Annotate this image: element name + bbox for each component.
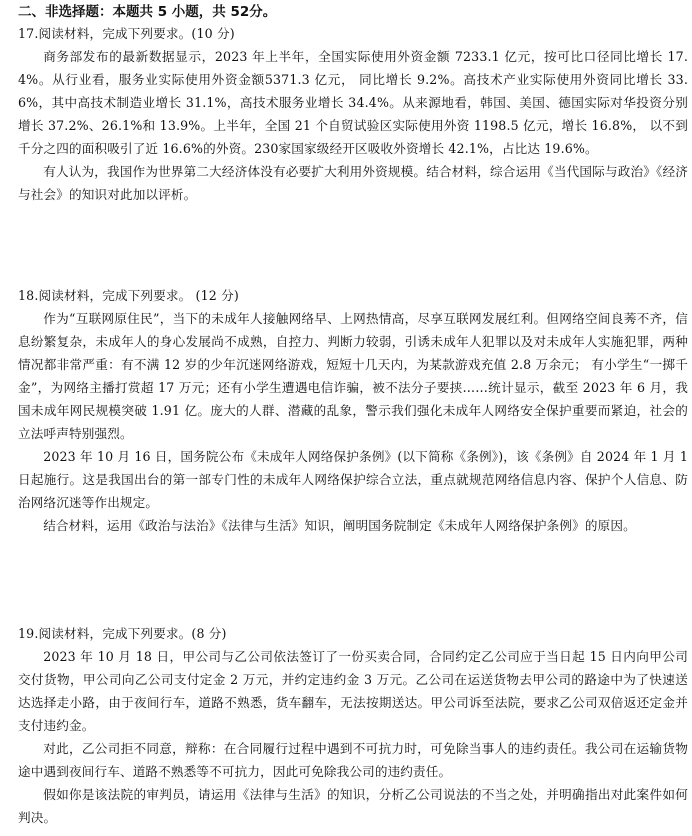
question-paragraph: 对此，乙公司拒不同意，辩称：在合同履行过程中遇到不可抗力时，可免除当事人的违约责任。我公司在运输货物途中遇到夜间行车、道路不熟悉等不可抗力，因此可免除我公司的违约责任。: [18, 741, 688, 779]
section-heading: 二、非选择题：本题共 5 小题，共 52分。: [18, 4, 277, 20]
question-title: 19.阅读材料，完成下列要求。(8 分): [18, 626, 227, 641]
question-paragraph: 2023 年 10 月 18 日，甲公司与乙公司依法签订了一份买卖合同，合同约定乙公司应于当日起 15 日内向甲公司交付货物，甲公司向乙公司支付定金 2 万元，并约定违约金 3 万元。乙公司在运送货物去甲公司的路途中为了快速送达选择走小路，由于夜间行车，道路不熟悉，货车翻车，无法按期送达。甲公司诉至法院，要求乙公司双倍返还定金并支付违约金。: [18, 649, 688, 733]
question-paragraph: 商务部发布的最新数据显示，2023 年上半年，全国实际使用外资金额 7233.1 亿元，按可比口径同比增长 17.4%。从行业看，服务业实际使用外资金额5371.3 亿元， 同比增长 9.2%。高技术产业实际使用外资同比增长 33.6%，其中高技术制造业增长 31.1%，高技术服务业增长 34.4%。从来源地看，韩国、美国、德国实际对华投资分别增长 37.2%、26.1%和 13.9%。上半年，全国 21 个自贸试验区实际使用外资 1198.5 亿元，增长 16.8%， 以不到千分之四的面积吸引了近 16.6%的外资。230家国家级经开区吸收外资增长 42.1%，占比达 19.6%。: [18, 49, 688, 156]
question-paragraph: 作为“互联网原住民”，当下的未成年人接触网络早、上网热情高，尽享互联网发展红利。但网络空间良莠不齐，信息纷繁复杂，未成年人的身心发展尚不成熟，自控力、判断力较弱，引诱未成年人犯罪以及对未成年人实施犯罪，两种情况都非常严重：有不满 12 岁的少年沉迷网络游戏，短短十几天内，为某款游戏充值 2.8 万余元； 有小学生“一掷千金”，为网络主播打赏超 17 万元；还有小学生遭遇电信诈骗，被不法分子要挟……统计显示，截至 2023 年 6 月，我国未成年网民规模突破 1.91 亿。庞大的人群、潜藏的乱象，警示我们强化未成年人网络安全保护重要而紧迫，社会的立法呼声特别强烈。: [18, 311, 688, 441]
question-17: [18, 22, 688, 206]
question-paragraph: 2023 年 10 月 16 日，国务院公布《未成年人网络保护条例》(以下简称《条例》)，该《条例》自 2024 年 1 月 1 日起施行。这是我国出台的第一部专门性的未成年人网络保护综合立法，重点就规范网络信息内容、保护个人信息、防治网络沉迷等作出规定。: [18, 449, 688, 510]
question-paragraph: 假如你是该法院的审判员，请运用《法律与生活》的知识，分析乙公司说法的不当之处，并明确指出对此案件如何判决。: [18, 787, 688, 825]
question-19: [18, 622, 688, 829]
question-paragraph: 结合材料，运用《政治与法治》《法律与生活》知识，阐明国务院制定《未成年人网络保护条例》的原因。: [43, 518, 636, 533]
question-paragraph: 有人认为，我国作为世界第二大经济体没有必要扩大利用外资规模。结合材料，综合运用《当代国际与政治》《经济与社会》的知识对此加以评析。: [18, 164, 688, 202]
question-title: 17.阅读材料，完成下列要求。(10 分): [18, 26, 235, 41]
question-18: [18, 284, 688, 537]
question-title: 18.阅读材料，完成下列要求。 (12 分): [18, 288, 239, 303]
